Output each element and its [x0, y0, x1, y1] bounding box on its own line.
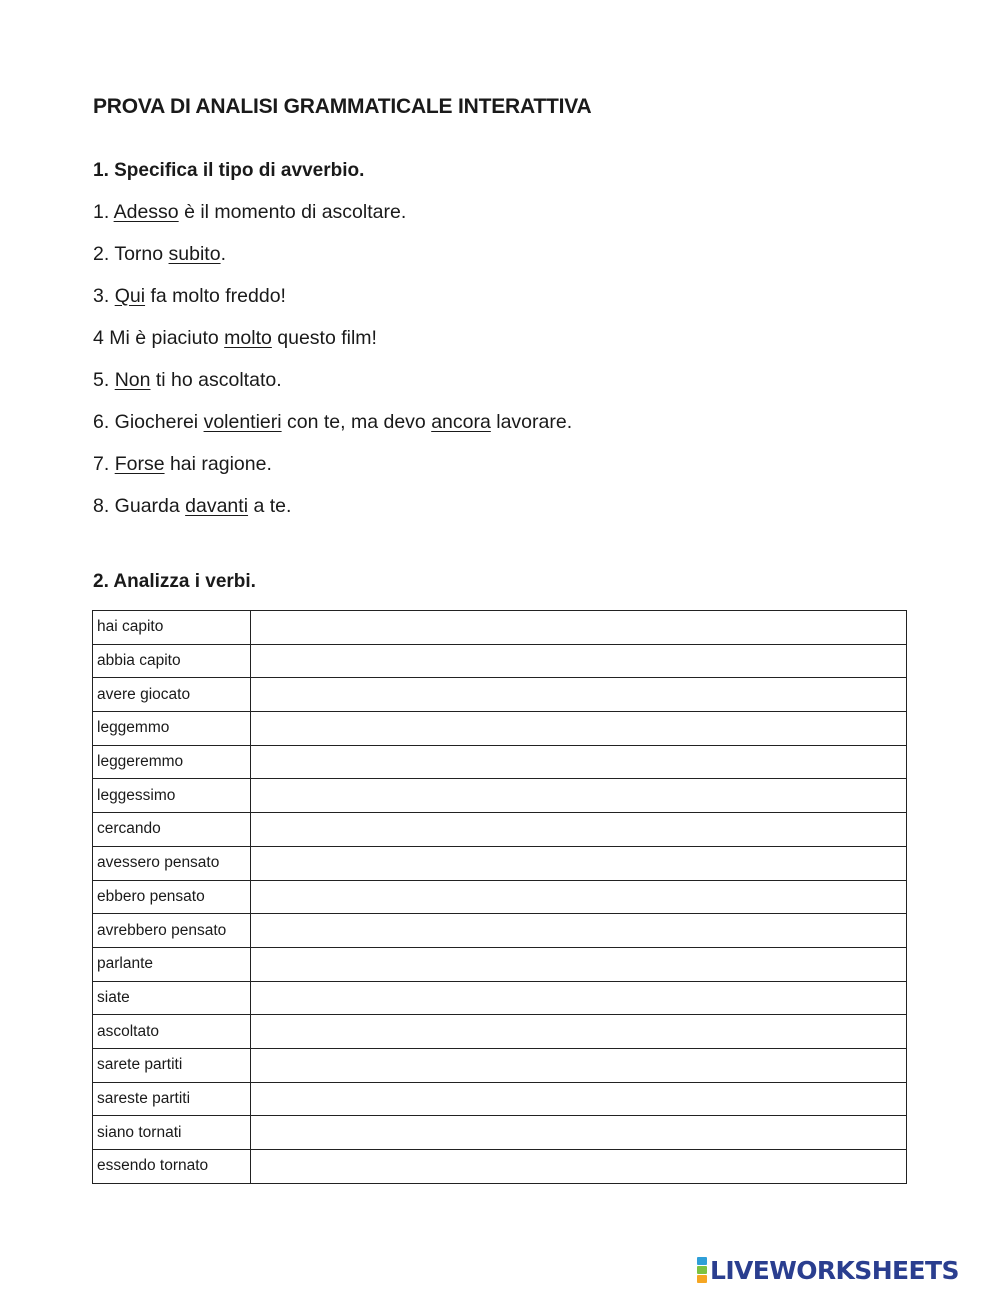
table-row	[93, 712, 907, 746]
adverb-sentence-list	[93, 199, 572, 535]
worksheet-title: PROVA DI ANALISI GRAMMATICALE INTERATTIVA	[93, 95, 592, 118]
verb-answer-field[interactable]	[251, 880, 907, 914]
underlined-adverb: davanti	[185, 495, 249, 517]
verb-answer-field[interactable]	[251, 745, 907, 779]
sentence-text: 5.	[93, 369, 115, 391]
adverb-sentence	[93, 325, 572, 367]
adverb-sentence	[93, 241, 572, 283]
section-1-heading: 1. Specifica il tipo di avverbio.	[93, 160, 365, 181]
table-row	[93, 880, 907, 914]
verb-answer-field[interactable]	[251, 644, 907, 678]
sentence-text: 6. Giocherei	[93, 411, 204, 433]
verb-label: essendo tornato	[93, 1150, 251, 1184]
table-row	[93, 678, 907, 712]
logo-square-v	[697, 1275, 707, 1283]
verb-answer-field[interactable]	[251, 712, 907, 746]
verb-answer-field[interactable]	[251, 981, 907, 1015]
verb-label: hai capito	[93, 611, 251, 645]
verb-label: siate	[93, 981, 251, 1015]
logo-square-i	[697, 1266, 707, 1274]
table-row	[93, 1048, 907, 1082]
sentence-text: 2. Torno	[93, 243, 169, 265]
sentence-text: questo film!	[271, 327, 377, 349]
verb-label: abbia capito	[93, 644, 251, 678]
underlined-adverb: ancora	[431, 411, 491, 433]
table-row	[93, 1015, 907, 1049]
verb-answer-field[interactable]	[251, 1048, 907, 1082]
sentence-text: 4 Mi è piaciuto	[93, 327, 225, 349]
sentence-text: lavorare.	[490, 411, 573, 433]
underlined-adverb: Forse	[114, 453, 165, 475]
underlined-adverb: subito	[168, 243, 221, 265]
verb-label: ebbero pensato	[93, 880, 251, 914]
underlined-adverb: volentieri	[203, 411, 282, 433]
underlined-adverb: molto	[224, 327, 272, 349]
sentence-text: 8. Guarda	[93, 495, 186, 517]
verb-label: sarete partiti	[93, 1048, 251, 1082]
table-row	[93, 1150, 907, 1184]
sentence-text: a te.	[248, 495, 292, 517]
underlined-adverb: Qui	[114, 285, 146, 307]
table-row	[93, 611, 907, 645]
verb-label: sareste partiti	[93, 1082, 251, 1116]
table-row	[93, 846, 907, 880]
verb-analysis-table	[92, 610, 907, 1184]
adverb-sentence	[93, 409, 572, 451]
verb-label: leggeremmo	[93, 745, 251, 779]
logo-square-l	[697, 1257, 707, 1265]
verb-label: leggemmo	[93, 712, 251, 746]
adverb-sentence	[93, 451, 572, 493]
verb-label: parlante	[93, 947, 251, 981]
sentence-text: .	[220, 243, 226, 265]
verb-label: cercando	[93, 813, 251, 847]
table-row	[93, 644, 907, 678]
verb-answer-field[interactable]	[251, 1116, 907, 1150]
sentence-text: con te, ma devo	[281, 411, 432, 433]
verb-answer-field[interactable]	[251, 947, 907, 981]
verb-label: avessero pensato	[93, 846, 251, 880]
table-row	[93, 914, 907, 948]
verb-answer-field[interactable]	[251, 846, 907, 880]
sentence-text: 3.	[93, 285, 115, 307]
verb-answer-field[interactable]	[251, 914, 907, 948]
verb-label: siano tornati	[93, 1116, 251, 1150]
verb-answer-field[interactable]	[251, 1082, 907, 1116]
table-row	[93, 981, 907, 1015]
liveworksheets-logo-icon	[697, 1257, 707, 1283]
verb-answer-field[interactable]	[251, 1150, 907, 1184]
verb-label: leggessimo	[93, 779, 251, 813]
underlined-adverb: Adesso	[113, 201, 179, 223]
verb-answer-field[interactable]	[251, 1015, 907, 1049]
verb-answer-field[interactable]	[251, 813, 907, 847]
underlined-adverb: Non	[114, 369, 151, 391]
sentence-text: fa molto freddo!	[145, 285, 286, 307]
sentence-text: è il momento di ascoltare.	[178, 201, 407, 223]
verb-answer-field[interactable]	[251, 779, 907, 813]
adverb-sentence	[93, 283, 572, 325]
table-row	[93, 745, 907, 779]
adverb-sentence	[93, 493, 572, 535]
section-2-heading: 2. Analizza i verbi.	[93, 571, 256, 592]
sentence-text: 1.	[93, 201, 114, 223]
brand-name: LIVEWORKSHEETS	[710, 1255, 959, 1285]
table-row	[93, 1116, 907, 1150]
sentence-text: hai ragione.	[164, 453, 272, 475]
table-row	[93, 947, 907, 981]
verb-label: avrebbero pensato	[93, 914, 251, 948]
verb-label: avere giocato	[93, 678, 251, 712]
table-row	[93, 779, 907, 813]
adverb-sentence	[93, 367, 572, 409]
sentence-text: ti ho ascoltato.	[150, 369, 282, 391]
sentence-text: 7.	[93, 453, 115, 475]
verb-label: ascoltato	[93, 1015, 251, 1049]
verb-answer-field[interactable]	[251, 611, 907, 645]
adverb-sentence	[93, 199, 572, 241]
table-row	[93, 813, 907, 847]
table-row	[93, 1082, 907, 1116]
verb-answer-field[interactable]	[251, 678, 907, 712]
liveworksheets-brand	[697, 1255, 959, 1285]
